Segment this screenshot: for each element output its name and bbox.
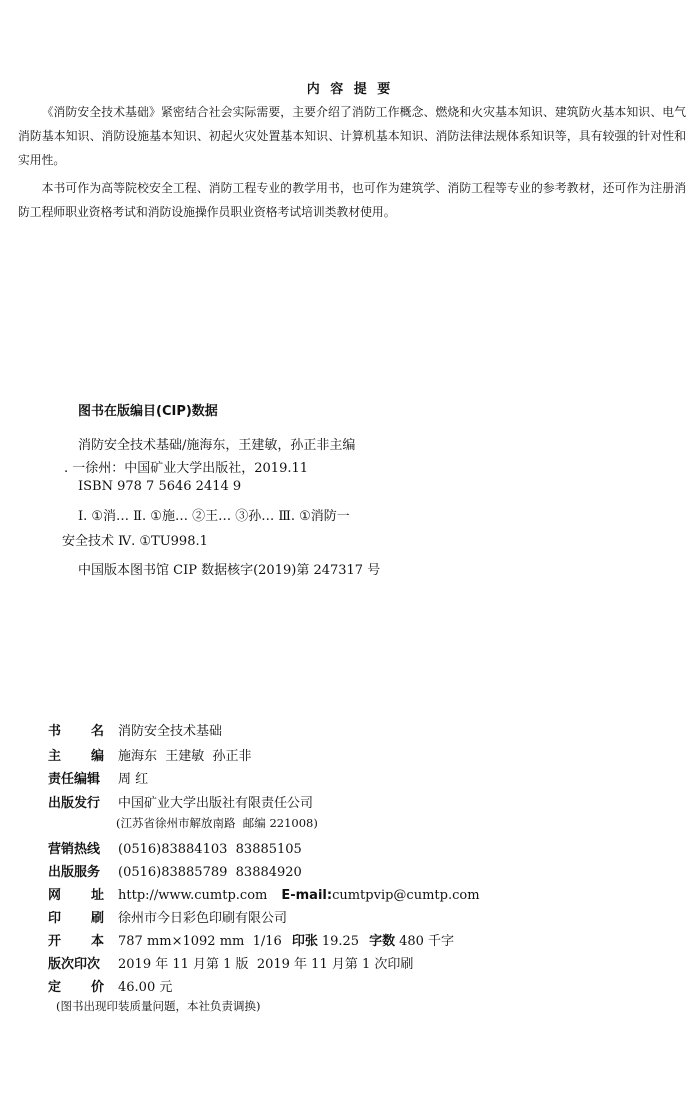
imprint-row-publisher [48, 792, 313, 814]
words-label: 字数 [369, 934, 396, 949]
website-label: 网址 [48, 888, 104, 903]
website-link[interactable]: http://www.cumtp.com [118, 888, 268, 903]
cip-classification-line-2: 安全技术 Ⅳ. ①TU998.1 [62, 534, 208, 549]
sheets-value: 19.25 [321, 934, 360, 949]
cip-publisher-line: . 一徐州：中国矿业大学出版社，2019.11 [64, 461, 309, 476]
format-value: 787 mm×1092 mm 1/16 [118, 934, 282, 949]
imprint-row-price [48, 976, 172, 998]
printer-label: 印刷 [48, 911, 104, 926]
service-label: 出版服务 [48, 865, 101, 880]
cip-heading: 图书在版编目(CIP)数据 [78, 404, 218, 419]
book-name-label: 书名 [48, 724, 104, 739]
responsible-editor-label: 责任编辑 [48, 772, 101, 787]
email-link[interactable]: cumtpvip@cumtp.com [332, 888, 480, 903]
book-name-value: 消防安全技术基础 [118, 724, 223, 739]
summary-title: 内 容 提 要 [306, 82, 394, 97]
cip-isbn-line: ISBN 978 7 5646 2414 9 [78, 479, 242, 494]
words-value: 480 千字 [399, 934, 455, 949]
marketing-label: 营销热线 [48, 842, 101, 857]
marketing-value: (0516)83884103 83885105 [118, 842, 302, 857]
summary-paragraph-1: 《消防安全技术基础》紧密结合社会实际需要，主要介绍了消防工作概念、燃烧和火灾基本知识、建筑防火基本知识、电气消防基本知识、消防设施基本知识、初起火灾处置基本知识、计算机基本知识、消防法律法规体系知识等，具有较强的针对性和实用性。 [18, 105, 686, 167]
printer-value: 徐州市今日彩色印刷有限公司 [118, 911, 288, 926]
imprint-row-service [48, 861, 302, 883]
service-value: (0516)83885789 83884920 [118, 865, 302, 880]
imprint-row-printer [48, 907, 287, 929]
quality-note: (图书出现印装质量问题，本社负责调换) [56, 999, 261, 1013]
price-label: 定价 [48, 980, 104, 995]
cip-classification-line: Ⅰ. ①消… Ⅱ. ①施… ②王… ③孙… Ⅲ. ①消防一 [78, 509, 350, 524]
imprint-row-marketing [48, 838, 302, 860]
editor-value: 施海东 王建敏 孙正非 [118, 749, 252, 764]
imprint-row-edition [48, 953, 413, 975]
publisher-value: 中国矿业大学出版社有限责任公司 [118, 796, 314, 811]
publisher-label: 出版发行 [48, 796, 101, 811]
format-label: 开本 [48, 934, 104, 949]
email-label: E-mail: [281, 888, 333, 903]
edition-value: 2019 年 11 月第 1 版 2019 年 11 月第 1 次印刷 [118, 957, 414, 972]
responsible-editor-value: 周 红 [118, 772, 149, 787]
cip-record-number: 中国版本图书馆 CIP 数据核字(2019)第 247317 号 [78, 563, 381, 578]
imprint-row-format [48, 930, 454, 952]
price-value: 46.00 元 [118, 980, 173, 995]
sheets-label: 印张 [291, 934, 318, 949]
imprint-row-website [48, 884, 480, 906]
cip-title-line: 消防安全技术基础/施海东，王建敏，孙正非主编 [78, 438, 356, 453]
edition-label: 版次印次 [48, 957, 101, 972]
editor-label: 主编 [48, 749, 104, 764]
imprint-row-responsible-editor [48, 768, 148, 790]
publisher-address: (江苏省徐州市解放南路 邮编 221008) [116, 816, 318, 830]
imprint-row-book-name [48, 720, 222, 742]
imprint-row-editor [48, 745, 252, 767]
summary-paragraph-2: 本书可作为高等院校安全工程、消防工程专业的教学用书，也可作为建筑学、消防工程等专业的参考教材，还可作为注册消防工程师职业资格考试和消防设施操作员职业资格考试培训类教材使用。 [18, 181, 686, 219]
